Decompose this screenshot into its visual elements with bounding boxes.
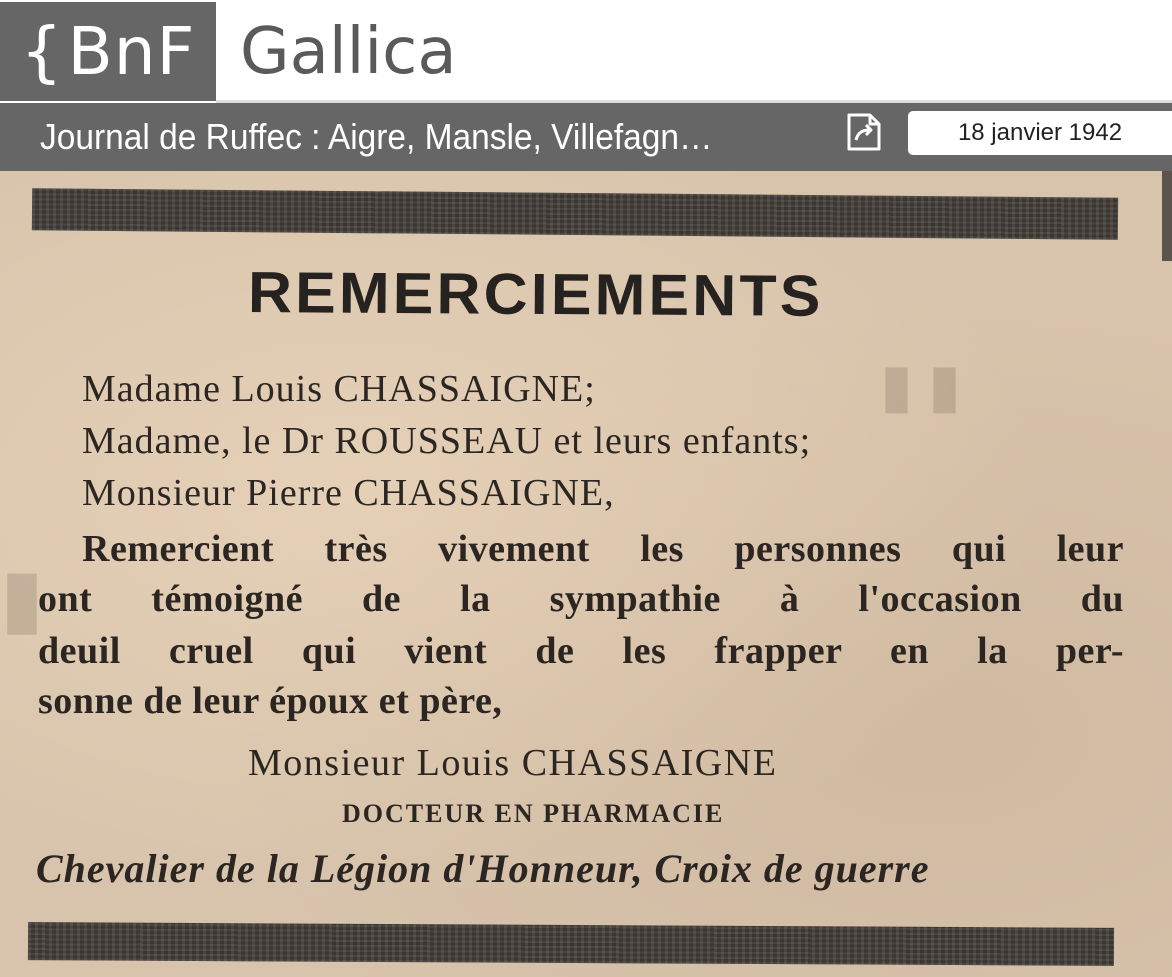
- body-line: sonne de leur époux et père,: [38, 680, 503, 722]
- body-line: ont témoigné de la sympathie à l'occasion du: [38, 578, 1124, 620]
- deceased-name: Monsieur Louis CHASSAIGNE: [248, 742, 778, 784]
- newspaper-scan[interactable]: [0, 171, 1172, 977]
- name-line: Monsieur Pierre CHASSAIGNE,: [82, 472, 615, 514]
- site-header: [0, 0, 1172, 103]
- bnf-logo[interactable]: [0, 2, 216, 101]
- bnf-brace-icon: {: [20, 13, 64, 90]
- name-line: Madame Louis CHASSAIGNE;: [82, 368, 596, 410]
- bleed-through-mark: ▮: [0, 555, 45, 643]
- deceased-profession: DOCTEUR EN PHARMACIE: [342, 799, 725, 828]
- share-icon[interactable]: [846, 112, 882, 152]
- article-headline: REMERCIEMENTS: [247, 260, 824, 329]
- bnf-logo-text: BnF: [67, 13, 196, 90]
- body-line: deuil cruel qui vient de les frapper en la per-: [38, 630, 1124, 672]
- scan-edge: [1162, 171, 1172, 261]
- issue-date[interactable]: 18 janvier 1942: [908, 111, 1172, 155]
- body-line: Remercient très vivement les personnes qui leur: [82, 528, 1124, 570]
- deceased-honors: Chevalier de la Légion d'Honneur, Croix de guerre: [36, 846, 930, 891]
- bottom-rule-bar: [28, 922, 1114, 966]
- bleed-through-mark: ▮ ▮: [880, 353, 962, 419]
- top-rule-bar: [32, 188, 1118, 239]
- gallica-brand[interactable]: Gallica: [240, 15, 457, 89]
- name-line: Madame, le Dr ROUSSEAU et leurs enfants;: [82, 420, 812, 462]
- document-title[interactable]: Journal de Ruffec : Aigre, Mansle, Villefagn…: [40, 116, 713, 157]
